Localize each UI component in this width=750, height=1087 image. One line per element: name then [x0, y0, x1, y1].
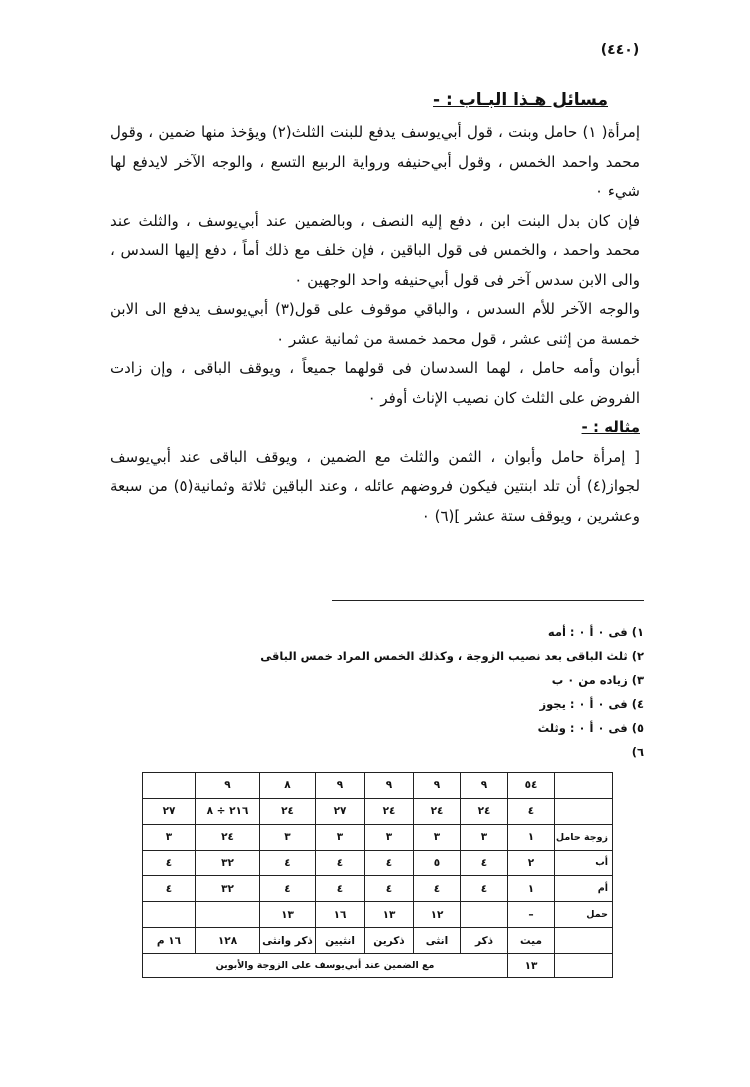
table-cell: ميت — [508, 928, 555, 954]
table-cell: ٥ — [414, 850, 461, 876]
table-row — [143, 876, 613, 902]
table-cell: ١٢٨ — [196, 928, 260, 954]
footnote: ٥) فى ٠ أ ٠ : وثلث — [537, 721, 644, 735]
table-cell: ٢٤ — [461, 798, 508, 824]
table-cell: ٤ — [143, 850, 196, 876]
table-cell: ٢٤ — [365, 798, 414, 824]
table-cell: ٤ — [316, 850, 365, 876]
table-cell: ٩ — [414, 773, 461, 799]
example-paragraph: [ إمرأة حامل وأبوان ، الثمن والثلث مع الضمين ، ويوقف الباقى عند أبي‌يوسف لجواز(٤) أن تلد ابنتين فيكون فروضهم عائله ، وعند الباقين ثلاثة وثمانية(٥) من سبعة وعشرين ، ويوقف ستة عشر ](٦) ٠ — [110, 447, 641, 525]
table-row — [143, 824, 613, 850]
table-cell: ٣ — [414, 824, 461, 850]
table-cell: ٣٢ — [196, 876, 260, 902]
page-number: (٤٤٠) — [600, 42, 640, 58]
table-cell: انثيين — [316, 928, 365, 954]
table-cell — [143, 902, 196, 928]
table-cell: ٤ — [461, 876, 508, 902]
table-cell: ٤ — [365, 850, 414, 876]
table-cell — [143, 773, 196, 799]
table-cell: ٢١٦ ÷ ٨ — [196, 798, 260, 824]
footnote: ٢) ثلث الباقى بعد نصيب الزوجة ، وكذلك الخمس المراد خمس الباقى — [260, 649, 644, 663]
table-cell: ٩ — [196, 773, 260, 799]
table-cell: ٩ — [365, 773, 414, 799]
table-cell: ٨ — [260, 773, 316, 799]
table-row — [143, 928, 613, 954]
paragraph: والوجه الآخر للأم السدس ، والباقي موقوف على قول(٣) أبي‌يوسف يدفع الى الابن خمسة من إثنى عشر ، قول محمد خمسة من ثمانية عشر ٠ — [110, 300, 640, 348]
table-row — [143, 798, 613, 824]
table-cell: ٢ — [508, 850, 555, 876]
table-cell: ١ — [508, 824, 555, 850]
paragraph: فإن كان بدل البنت ابن ، دفع إليه النصف ، وبالضمين عند أبي‌يوسف ، والثلث عند محمد واحمد ، والخمس فى قول الباقين ، فإن خلف مع ذلك أماً ، دفع إليها السدس ، والى الابن سدس آخر فى قول أبي‌حنيفه واحد الوجهين ٠ — [110, 211, 640, 289]
table-cell: ٢٤ — [260, 798, 316, 824]
table-cell: ١٣ — [260, 902, 316, 928]
body-text — [110, 118, 640, 531]
table-cell: ٤ — [260, 876, 316, 902]
table-cell: ١٣ — [365, 902, 414, 928]
table-cell: ٤ — [461, 850, 508, 876]
table-cell: ٥٤ — [508, 773, 555, 799]
table-cell: – — [508, 902, 555, 928]
table-cell: ٣ — [260, 824, 316, 850]
row-label — [555, 773, 613, 799]
table-cell: ذكر وانثى — [260, 928, 316, 954]
table-cell: ٣٢ — [196, 850, 260, 876]
table-cell: ٤ — [508, 798, 555, 824]
footnote: ٦) — [631, 745, 644, 759]
table-cell: ٤ — [316, 876, 365, 902]
row-label — [555, 798, 613, 824]
row-label — [555, 928, 613, 954]
table-cell: ٣ — [461, 824, 508, 850]
table-cell: ١٣ — [508, 954, 555, 978]
table-cell: ٩ — [316, 773, 365, 799]
table-cell: ٤ — [260, 850, 316, 876]
table-cell: ٢٧ — [316, 798, 365, 824]
table-cell: ٤ — [143, 876, 196, 902]
example-heading: مثاله : - — [581, 418, 640, 436]
table-footer-note: مع الضمين عند أبي‌يوسف على الزوجة والأبوين — [143, 954, 508, 978]
table-cell — [555, 954, 613, 978]
table-cell: ذكر — [461, 928, 508, 954]
table-cell: ٢٧ — [143, 798, 196, 824]
table-row — [143, 850, 613, 876]
table-cell: ٢٤ — [414, 798, 461, 824]
row-label: أم — [555, 876, 613, 902]
table-cell: ١٢ — [414, 902, 461, 928]
table-cell: ٤ — [414, 876, 461, 902]
table-row — [143, 902, 613, 928]
table-cell: ٣ — [365, 824, 414, 850]
table-cell: ٢٤ — [196, 824, 260, 850]
table-cell — [196, 902, 260, 928]
footnote: ١) فى ٠ أ ٠ : أمه — [547, 625, 644, 639]
paragraph: أبوان وأمه حامل ، لهما السدسان فى قولهما جميعاً ، ويوقف الباقى ، وإن زادت الفروض على الثلث كان نصيب الإناث أوفر ٠ — [110, 359, 640, 407]
table-cell: ٣ — [316, 824, 365, 850]
table-cell: ١٦ — [316, 902, 365, 928]
paragraph: إمرأة( ١) حامل وبنت ، قول أبي‌يوسف يدفع للبنت الثلث(٢) ويؤخذ منها ضمين ، وقول محمد واحمد الخمس ، وقول أبي‌حنيفه ورواية الربيع التسع ، والوجه الآخر لايدفع لها شيء ٠ — [110, 123, 641, 200]
row-label: حمل — [555, 902, 613, 928]
table-cell — [461, 902, 508, 928]
table-cell: ٩ — [461, 773, 508, 799]
table-row — [143, 773, 613, 799]
footnote: ٤) فى ٠ أ ٠ : يجوز — [539, 697, 644, 711]
table-cell: ٣ — [143, 824, 196, 850]
section-heading: مسائل هـذا البـاب : - — [433, 90, 608, 110]
table-cell: ١٦ م — [143, 928, 196, 954]
footnote-divider — [332, 600, 644, 601]
row-label: أب — [555, 850, 613, 876]
footnote: ٣) زياده من ٠ ب — [551, 673, 644, 687]
footnotes — [124, 620, 644, 764]
table-cell: ١ — [508, 876, 555, 902]
table-cell: ذكرين — [365, 928, 414, 954]
table-cell: ٤ — [365, 876, 414, 902]
table-cell: انثى — [414, 928, 461, 954]
inheritance-table — [142, 772, 613, 978]
table-footer-row — [143, 954, 613, 978]
row-label: زوجة حامل — [555, 824, 613, 850]
